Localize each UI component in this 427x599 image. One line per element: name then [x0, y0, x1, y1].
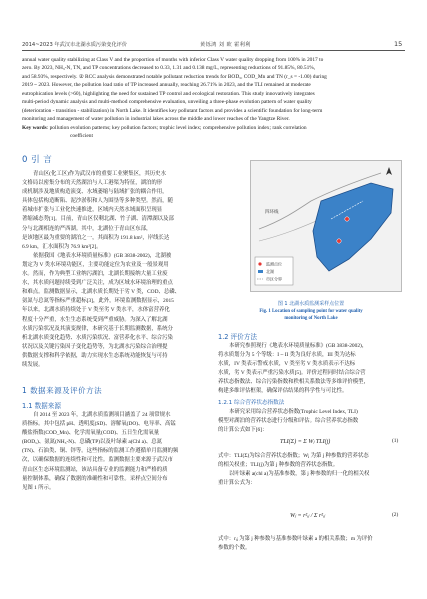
sampling-point-icon	[337, 239, 341, 243]
north-lake-shape	[313, 183, 393, 271]
legend-point-icon	[258, 262, 261, 265]
paragraph-line: 划定为 V 类水环境功能区，主要功能定位为农业及一般景观用	[22, 261, 169, 268]
figure-caption-en-cont: monitoring of North Lake	[284, 316, 338, 321]
eq2-explanation	[218, 535, 404, 553]
figure-caption-cn: 图 1 北湖水质监测采样点位置	[277, 301, 345, 307]
abstract-line: eutrophication levels (>60), highlighting the need for sustained TP control and ecological restoration. This study innovatively integrates	[22, 90, 315, 97]
running-authors: 黄铄鸿 刘 欧 霍利利	[200, 42, 251, 48]
paragraph-line: 续发展。	[22, 361, 44, 368]
figure-caption-en: Fig. 1 Location of sampling point for water quality	[259, 309, 363, 314]
paragraph-line: 具体包括构造断陷、泥沙淤积和人为围垦等多种类型。然而，随	[22, 198, 173, 205]
tli-text	[218, 408, 404, 435]
method-text	[218, 342, 404, 397]
running-title: 2014~2023 年武汉市北湖水质污染变化评价	[22, 42, 128, 48]
abstract-line: zero. By 2023, NH₃-N, TN, and TP concentrations decreased to 0.33, 1.31 and 0.138 mg/L, representing reductions of 91.85%, 80.51%,	[22, 65, 316, 72]
paragraph-line: 分与北湖相连的严西湖。其中，北湖位于青山区东部，	[22, 225, 152, 232]
paragraph-line: 将水质划分为 5 个等级：I ~ II 类为良好水质，III 类为达标	[218, 352, 356, 359]
paragraph-line: 自 2014 至 2023 年，北湖水质监测项目涵盖了 24 项常规水	[33, 412, 171, 418]
paragraph-line: 水质，IV 类表示警戒水质，V 类至劣 V 类水质表示不达标	[218, 361, 356, 368]
paragraph-line: 式中：TLI(Σ)为综合营养状态指数；Wⱼ 为第 j 种参数的营养状态	[218, 453, 369, 459]
paragraph-line: 水质污染状况及其演变规律，本研究基于长期监测数据，系统分	[22, 325, 173, 332]
paragraph-line: 水质，劣 V 类表示严重污染水质[5]。评价过程同时结合综合营	[218, 370, 366, 377]
paragraph-line: 量控制体系，确保了数据的准确性和可靠性。采样点空间分布	[22, 475, 168, 482]
paragraph-line: 程度十分严重，水生生态系统受到严重威胁。为深入了解北湖	[22, 316, 168, 323]
paragraph-line: 6.9 km，汇水面积为 76.9 km²[2]。	[22, 243, 102, 250]
paragraph-line: 和难点。监测数据显示，北湖水质长期处于劣 V 类，COD、总磷、	[22, 289, 181, 296]
paragraph-line: 水，其水质问题持续受到广泛关注，成为区域水环境治理的重点	[22, 280, 173, 287]
paragraph-line: 次，以确保数据的连续性和可比性。监测数据主要来源于武汉市	[22, 457, 173, 464]
legend-lake-icon	[258, 270, 263, 273]
abstract-line: annual water quality stabilizing at Class V and the proportion of months with inferior Class V water quality dropping from 100% in 2017 to	[22, 57, 324, 63]
equation-2: Wⱼ = r²ᵢⱼ / Σ r²ᵢⱼ	[290, 513, 326, 519]
paragraph-line: (TN)、石油类、铜、锌等。这些指标的监测工作遵循单月监测的频	[22, 448, 179, 455]
paragraph-line: 质指标。其中包括 pH、透明度(SD)、溶解氧(DO)、电导率、高锰	[22, 421, 176, 428]
abstract-line: (deterioration - transition - stabilization) in North Lake. It identifies key pollutant factors and provides a scientific foundation for long-term	[22, 107, 323, 114]
paragraph-line: 是该地区最为重要的湖泊之一，其面积为 191.8 km²，岸线长达	[22, 234, 170, 241]
paragraph-line: 状况以及关键污染因子变化趋势等，为北湖水污染综合治理提	[22, 343, 168, 350]
paragraph-line: 的相关权重；TLI(j)为第 j 种参数的营养状态指数。	[218, 462, 339, 469]
paragraph-line: 模型对湖泊的营养状态进行分级和评估。综合营养状态指数	[218, 418, 359, 425]
paragraph-line: 本研究采用综合营养状态指数(Trophic Level Index, TLI)	[229, 409, 358, 415]
paragraph-line: 供数据支撑和科学依据，助力实现水生态系统功能恢复与可持	[22, 352, 168, 359]
paragraph-line: 养状态指数法、综合污染指数和秩相关系数法等多维评价模型，	[218, 379, 369, 386]
legend-item-label: 北湖	[266, 269, 274, 274]
subsubsection-heading-tli: 1.2.1 综合营养状态指数法	[218, 400, 285, 406]
figure-map	[250, 160, 402, 292]
paragraph-line: 重计算公式为：	[218, 480, 256, 487]
equation-1-number: (1)	[392, 438, 399, 444]
abstract-line: and 58.93%, respectively. ② RCC analysis demonstrated notable pollutant reduction trends for BOD₅, COD_Mn and TN (r_s = -1.00) during	[22, 73, 327, 80]
equation-2-number: (2)	[392, 512, 399, 518]
paragraph-line: 成机制涉及地质构造演变、水域萎缩与陆域扩张的耦合作用，	[22, 189, 168, 196]
keywords-cont: coefficient	[70, 133, 93, 139]
paragraph-line: 文格局以密集分布的天然湖泊与人工港渠为特征，湖泊的形	[22, 180, 163, 187]
paragraph-line: 着城市扩张与工业化快速推进，区域内天然水域面积呈现显	[22, 207, 163, 214]
paragraph-line: 水。然而，作为典型工业纳污湖泊，北湖长期接纳大量工业废	[22, 271, 168, 278]
paragraph-line: 酸盐指数(COD_Mn)、化学需氧量(COD)、五日生化需氧量	[22, 430, 160, 437]
abstract-line: 2019 ~ 2023. However, the pollution load ratio of TP increased annually, reaching 26.71% in 2023, and the TLI remained at moderate	[22, 82, 311, 89]
abstract-en	[22, 56, 405, 124]
paragraph-line: (BOD₅)、氨氮(NH₃-N)、总磷(TP)以及叶绿素 a(Chl a)、总氮	[22, 439, 163, 446]
keywords: Key words: pollution evolution patterns; key pollution factors; trophic level index; comprehensive pollution index; rank correlation	[22, 125, 307, 131]
paragraph-line: 著缩减态势[1]。目前，青山区仅剩北湖、竹子湖、清潭湖以及部	[22, 216, 174, 223]
section-heading-data: 1 数据来源及评价方法	[22, 386, 103, 395]
section-heading-intro: 0 引 言	[22, 155, 53, 165]
subsection-heading-data-source: 1.1 数据来源	[22, 402, 61, 410]
legend-item-label: 监测点位	[266, 261, 282, 267]
sampling-point-icon	[345, 217, 349, 221]
map-svg	[251, 161, 401, 291]
paragraph-line: 见图 1 所示。	[22, 484, 55, 491]
subsection-heading-method: 1.2 评价方法	[218, 333, 257, 341]
keywords-text: pollution evolution patterns; key pollution factors; trophic level index; comprehensive pollution index; rank correlation	[49, 125, 307, 131]
paragraph-line: 构建多维评估框架，确保评估结果的科学性与可比性。	[218, 388, 348, 395]
north-arrow-icon	[386, 167, 392, 175]
data-text	[22, 411, 205, 493]
paragraph-line: 的计算公式如下[6]：	[218, 427, 268, 434]
paragraph-line: 式中：rᵢⱼ 为第 j 种参数与基准参数叶绿素 a 的相关系数；m 为评价	[218, 536, 373, 542]
paragraph-line: 以叶绿素 a(chl a)为基准参数，第 j 种参数的归一化的相关权	[229, 471, 370, 478]
header-rule	[22, 50, 405, 51]
paragraph-line: 氨氮与总氮等指标严重超标[3]，此外，环境监测数据显示，2015	[22, 298, 174, 305]
paragraph-line: 年以来，北湖水质持续处于 V 类至劣 V 类水平，水体富营养化	[22, 307, 170, 314]
paragraph-line: 本研究参照现行《地表水环境质量标准》(GB 3838-2002)，	[229, 343, 368, 349]
abstract-line: multi-period dynamic analysis and multi-method comprehensive evaluation, unveiling a three-phase evolution pattern of water quality	[22, 99, 312, 106]
legend-item-label: 市区分界	[266, 276, 282, 282]
eq1-explanation	[218, 452, 404, 488]
intro-text	[22, 170, 205, 370]
page-number: 15	[394, 40, 403, 48]
keywords-label: Key words	[22, 125, 47, 131]
paragraph-line: 参数的个数。	[218, 545, 251, 552]
paragraph-line: 青山区(化工区)作为武汉市的重要工业聚集区，其历史水	[33, 171, 166, 177]
map-place-label: 四环线	[265, 209, 279, 214]
paragraph-line: 青山区生态环境监测站，该站具备专业的监测能力和严格的质	[22, 466, 168, 473]
paragraph-line: 依据我国《地表水环境质量标准》(GB 3838-2002)，北湖被	[33, 252, 172, 259]
abstract-line: monitoring and management of water pollution in industrial lakes across the middle and lower reaches of the Yangtze River.	[22, 116, 290, 123]
equation-1: TLI(Σ) = Σ Wⱼ TLI(j)	[280, 439, 331, 445]
paragraph-line: 析北湖水质变化趋势、水质污染状况、富营养化水平、综合污染	[22, 334, 173, 341]
